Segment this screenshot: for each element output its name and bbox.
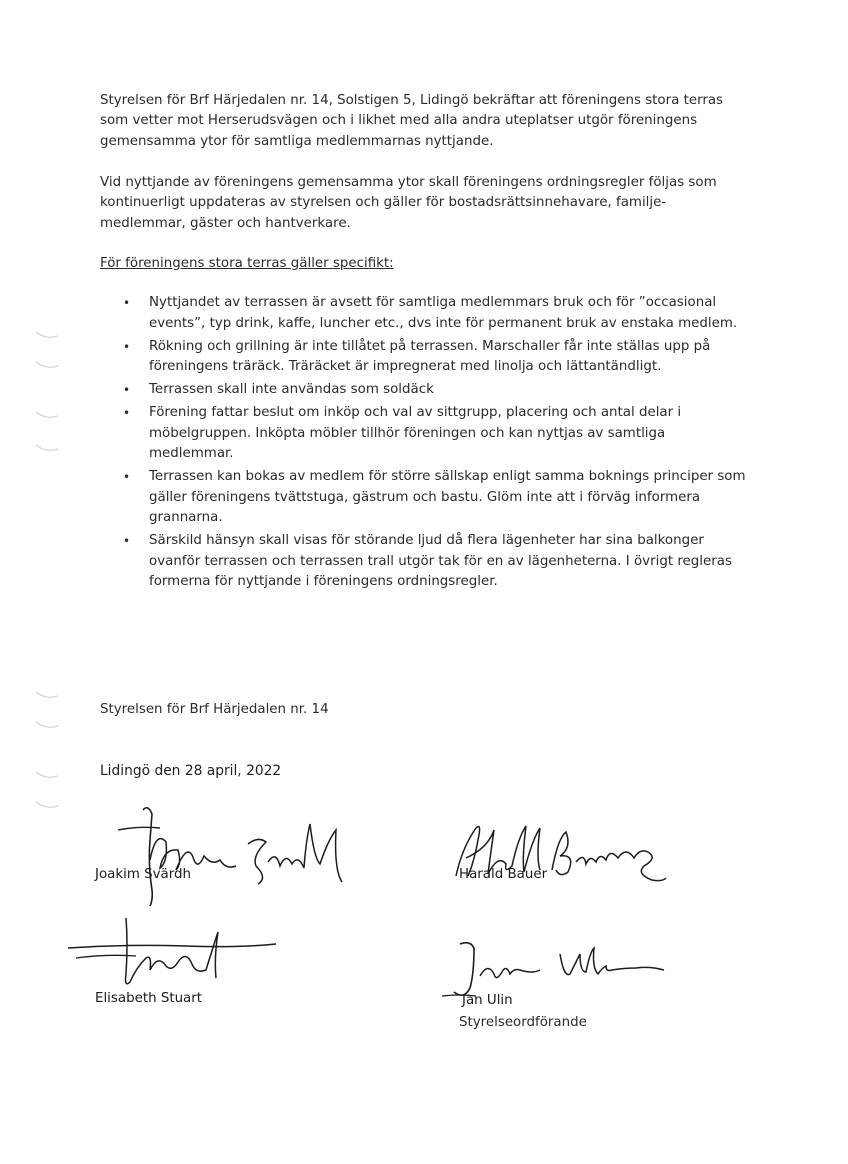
rule-text: Nyttjandet av terrassen är avsett för samtliga medlemmars bruk och för ”occasional events”, typ drink, kaffe, luncher etc., dvs inte för permanent bruk av enstaka medlem. (149, 295, 738, 331)
rule-text: Rökning och grillning är inte tillåtet på terrassen. Marschaller får inte ställas upp på föreningens träräck. Träräcket är impregnerat med linolja och lättantändligt. (149, 338, 711, 374)
rule-text: Terrassen kan bokas av medlem för större sällskap enligt samma boknings principer som gäller föreningens tvättstuga, gästrum och bastu. Glöm inte att i förväg informera grannarna. (149, 469, 746, 525)
signatory-name-3: Elisabeth Stuart (95, 991, 203, 1006)
list-item (100, 531, 750, 593)
signatory-name-1: Joakim Svärdh (95, 867, 192, 882)
bullet-icon: • (123, 534, 131, 548)
signature-elisabeth-stuart (66, 914, 281, 994)
signatory-name-2: Harald Bauer (459, 867, 548, 882)
rule-text: Särskild hänsyn skall visas för störande ljud då flera lägenheter har sina balkonger ovanför terrassen och terrassen trall utgör tak för en av lägenheterna. I övrigt regleras formerna för nyttjande i föreningens ordningsregler. (149, 533, 732, 589)
rule-text: Förening fattar beslut om inköp och val av sittgrupp, placering och antal delar i möbelgruppen. Inköpta möbler tillhör föreningen och kan nyttjas av samtliga medlemmar. (149, 405, 682, 461)
signatory-role: Styrelseordförande (459, 1015, 587, 1030)
bullet-icon: • (123, 470, 131, 484)
rule-text: Terrassen skall inte användas som soldäck (149, 382, 434, 397)
list-item (100, 467, 750, 529)
bullet-icon: • (123, 406, 131, 420)
list-item (100, 380, 750, 401)
intro-paragraph-1: Styrelsen för Brf Härjedalen nr. 14, Solstigen 5, Lidingö bekräftar att föreningens stora terras som vetter mot Herserudsvägen och i likhet med alla andra uteplatser utgör föreningens gemensamma ytor för samtliga medlemmarnas nyttjande. (100, 93, 724, 149)
date-line: Lidingö den 28 april, 2022 (100, 763, 282, 779)
signatory-name-4: Jan Ulin (462, 993, 513, 1008)
rules-list (100, 293, 750, 595)
binder-hole-marks (14, 290, 64, 820)
list-item (100, 293, 750, 334)
bullet-icon: • (123, 383, 131, 397)
board-name: Styrelsen för Brf Härjedalen nr. 14 (100, 702, 329, 717)
intro-paragraph-2: Vid nyttjande av föreningens gemensamma ytor skall föreningens ordningsregler följas som kontinuerligt uppdateras av styrelsen och gäller för bostadsrättsinnehavare, familje-medlemmar, gäster och hantverkare. (100, 175, 717, 231)
bullet-icon: • (123, 296, 131, 310)
list-item (100, 403, 750, 465)
rules-heading: För föreningens stora terras gäller specifikt: (100, 256, 394, 271)
bullet-icon: • (123, 339, 131, 354)
signature-joakim-svardh (108, 800, 358, 910)
list-item (100, 337, 750, 378)
